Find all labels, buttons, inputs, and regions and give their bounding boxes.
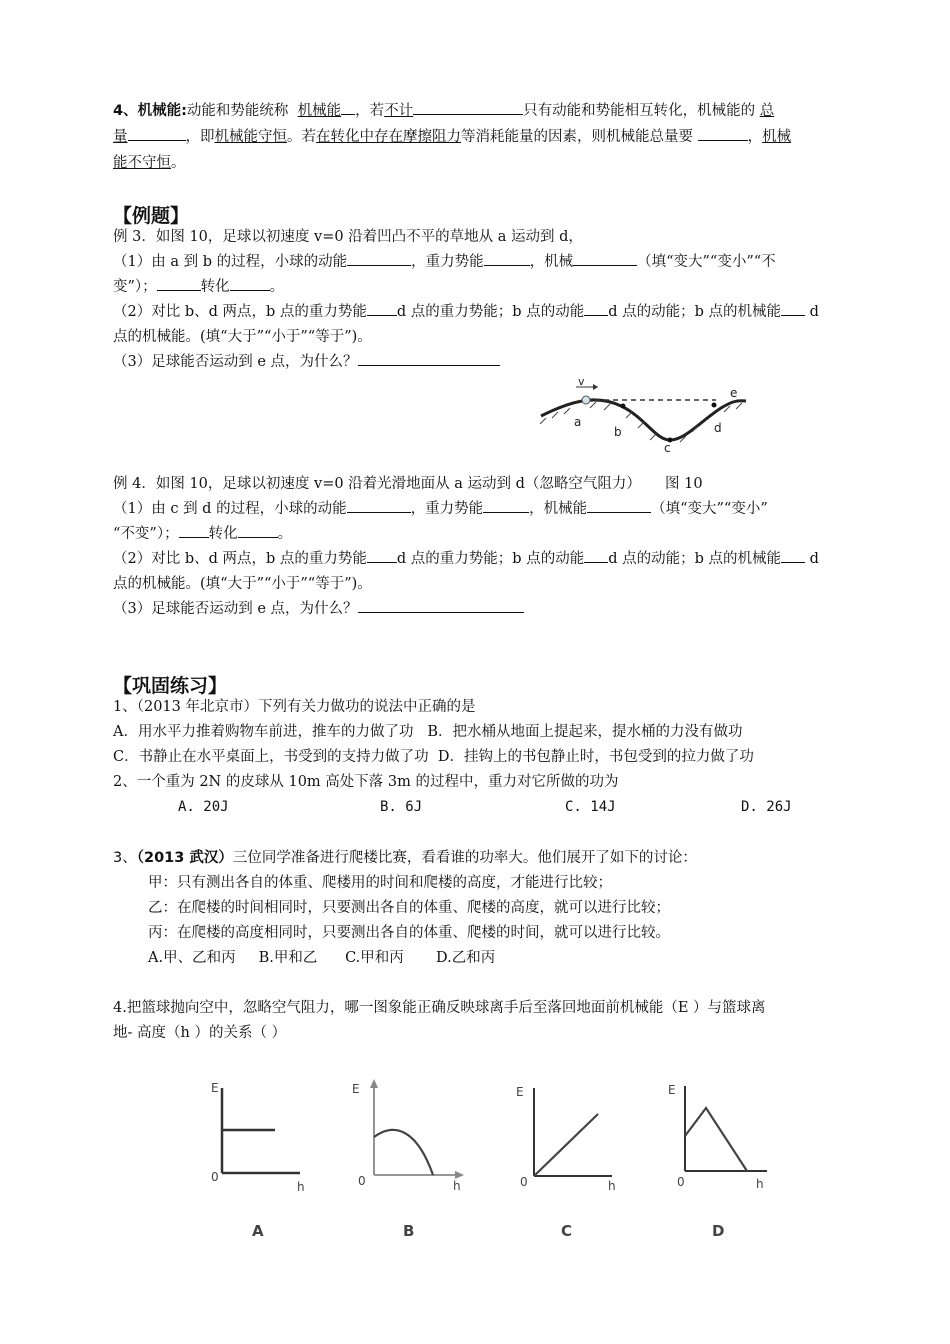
section4-line1: 4、机械能:动能和势能统称 机械能 ，若不计 只有动能和势能相互转化，机械能的 总	[113, 99, 774, 123]
graph-c-x-label: h	[608, 1179, 616, 1193]
q3-stem: 3、（2013 武汉）三位同学准备进行爬楼比赛，看看谁的功率大。他们展开了如下的讨论：	[113, 850, 697, 866]
q3-jia: 甲：只有测出各自的体重、爬楼用的时间和爬楼的高度，才能进行比较；	[148, 875, 612, 891]
section4-title: 4、机械能:	[113, 103, 187, 119]
graph-d-curve	[685, 1108, 747, 1171]
graph-c-label: C	[561, 1222, 573, 1240]
graph-a-label: A	[252, 1222, 264, 1240]
q2-option-c: C. 14J	[565, 799, 616, 815]
examples-header: 【例题】	[113, 205, 190, 227]
q3-option-a: A.甲、乙和丙	[148, 950, 236, 966]
ground-hatching	[540, 402, 742, 442]
q1-options-cd	[113, 745, 754, 769]
velocity-arrowhead-icon	[593, 384, 598, 390]
terrain-figure	[536, 375, 756, 455]
q3-source: （2013 武汉）	[136, 850, 233, 866]
q2-stem: 2、一个重为 2N 的皮球从 10m 高处下落 3m 的过程中，重力对它所做的功为	[113, 774, 619, 790]
graph-a	[205, 1080, 315, 1195]
label-a: a	[574, 415, 582, 429]
label-d: d	[714, 421, 722, 435]
graph-a-origin: 0	[211, 1170, 219, 1184]
graph-d-label: D	[712, 1222, 725, 1240]
q2-option-b: B. 6J	[380, 799, 423, 815]
practice-header: 【巩固练习】	[113, 675, 228, 697]
figure-caption: 图 10	[665, 476, 703, 492]
q3-yi: 乙：在爬楼的时间相同时，只要测出各自的体重、爬楼的高度，就可以进行比较；	[148, 900, 670, 916]
q1-stem: 1、（2013 年北京市）下列有关力做功的说法中正确的是	[113, 699, 476, 715]
point-d-dot	[712, 403, 717, 408]
graph-c	[512, 1080, 627, 1195]
ex4-line1: 例 4．如图 10，足球以初速度 v=0 沿着光滑地面从 a 运动到 d（忽略空气阻力） 图 10	[113, 472, 641, 496]
ex3-line3: 变”）； 转化 。	[113, 275, 284, 299]
graph-b-y-label: E	[352, 1082, 360, 1096]
graph-b-x-label: h	[453, 1179, 461, 1193]
section4-line3: 能不守恒。	[113, 155, 186, 171]
label-v: v	[578, 375, 585, 388]
ex3-line6: （3）足球能否运动到 e 点，为什么？	[113, 350, 500, 374]
q1-option-b: B．把水桶从地面上提起来，提水桶的力没有做功	[427, 724, 743, 740]
graph-b-curve	[374, 1130, 433, 1175]
graph-a-y-label: E	[211, 1081, 219, 1095]
q4-line1: 4.把篮球抛向空中，忽略空气阻力，哪一图象能正确反映球离手后至落回地面前机械能（E ）与篮球离	[113, 1000, 766, 1016]
q3-option-d: D.乙和丙	[436, 950, 496, 966]
q1-option-c: C．书静止在水平桌面上，书受到的支持力做了功	[113, 749, 429, 765]
q1-options-ab	[113, 720, 742, 744]
blank-filled: 机械能	[297, 103, 342, 119]
ex3-line4: （2）对比 b、d 两点，b 点的重力势能 d 点的重力势能；b 点的动能 d 点的动能；b 点的机械能 d	[113, 300, 819, 324]
graph-c-origin: 0	[520, 1175, 528, 1189]
ball-icon	[582, 396, 590, 404]
ex4-line5: 点的机械能。(填“大于”“小于”“等于”)。	[113, 576, 372, 592]
q1-option-a: A．用水平力推着购物车前进，推车的力做了功	[113, 724, 414, 740]
q3-options	[148, 946, 495, 970]
q3-option-b: B.甲和乙	[258, 950, 318, 966]
q3-option-c: C.甲和丙	[345, 950, 404, 966]
q3-bing: 丙：在爬楼的高度相同时，只要测出各自的体重、爬楼的时间，就可以进行比较。	[148, 925, 670, 941]
graph-b-label: B	[403, 1222, 415, 1240]
ex3-line1: 例 3．如图 10，足球以初速度 v=0 沿着凹凸不平的草地从 a 运动到 d，	[113, 229, 583, 245]
graph-d-x-label: h	[756, 1177, 764, 1191]
q2-option-d: D. 26J	[741, 799, 792, 815]
graph-c-curve	[534, 1114, 598, 1176]
ex3-line5: 点的机械能。(填“大于”“小于”“等于”)。	[113, 329, 372, 345]
ex4-line4: （2）对比 b、d 两点，b 点的重力势能 d 点的重力势能；b 点的动能 d 点的动能；b 点的机械能 d	[113, 547, 819, 571]
q1-option-d: D．挂钩上的书包静止时，书包受到的拉力做了功	[437, 749, 754, 765]
q4-line2: 地- 高度（h ）的关系（ ）	[113, 1025, 287, 1041]
q2-option-a: A. 20J	[178, 799, 229, 815]
label-e: e	[730, 386, 738, 400]
ex3-line2: （1）由 a 到 b 的过程，小球的动能 ，重力势能 ，机械 （填“变大”“变小”“不	[113, 250, 776, 274]
graph-b-origin: 0	[358, 1174, 366, 1188]
section4-line2: 量 ，即机械能守恒。若在转化中存在摩擦阻力等消耗能量的因素，则机械能总量要 ，机械	[113, 125, 791, 149]
graph-a-x-label: h	[297, 1180, 305, 1194]
graph-c-y-label: E	[516, 1085, 524, 1099]
label-b: b	[614, 425, 622, 439]
graph-d-origin: 0	[677, 1175, 685, 1189]
label-c: c	[664, 441, 671, 455]
ex4-line2: （1）由 c 到 d 的过程，小球的动能 ，重力势能 ，机械能 （填“变大”“变小”	[113, 497, 768, 521]
graph-d	[665, 1078, 780, 1193]
ex4-line3: “不变”）； 转化 。	[113, 522, 292, 546]
point-b-dot	[621, 404, 626, 409]
ex4-line6: （3）足球能否运动到 e 点，为什么？	[113, 597, 524, 621]
graph-d-y-label: E	[668, 1083, 676, 1097]
graph-b	[348, 1075, 468, 1193]
